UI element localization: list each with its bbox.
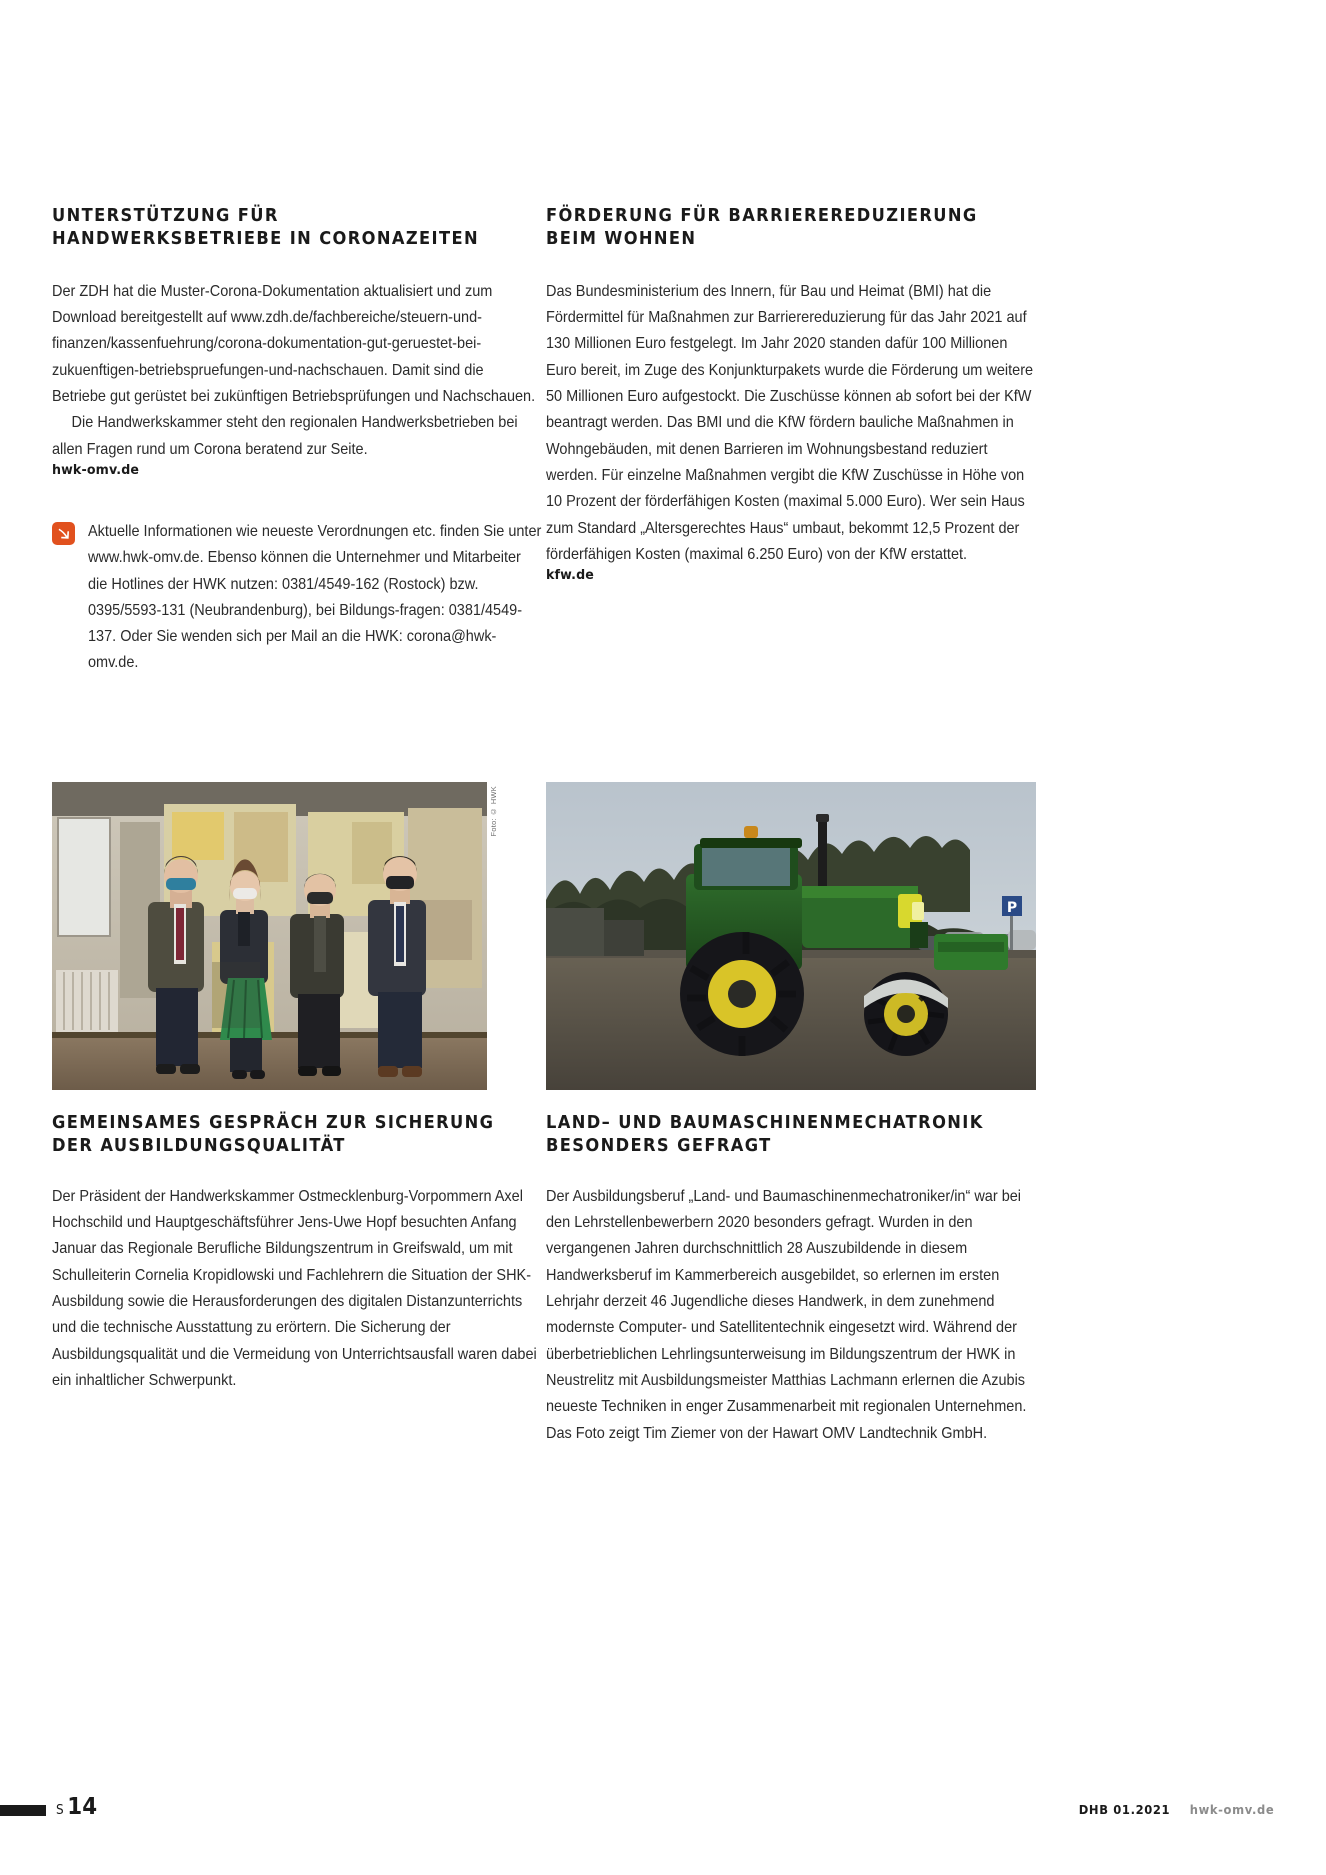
svg-text:P: P	[1006, 900, 1018, 916]
footer-accent-bar	[0, 1805, 46, 1816]
article-right-title: FÖRDERUNG FÜR BARRIEREREDUZIERUNG BEIM WOHNEN	[546, 206, 978, 250]
article-bottom-left-paragraph-1: Der Präsident der Handwerkskammer Ostmecklenburg-Vorpommern Axel Hochschild und Hauptgeschäftsführer Jens-Uwe Hopf besuchten Anfang Januar das Regionale Berufliche Bildungszentrum in Greifswald, um mit Schulleiterin Cornelia Kropidlowski und Fachlehrern die Situation der SHK-Ausbildung sowie die Herausforderungen des digitalen Distanzunterrichts und die technische Ausstattung zu erörtern. Die Sicherung der Ausbildungsqualität und die Vermeidung von Unterrichtsausfall waren dabei ein inhaltlicher Schwerpunkt.	[52, 1186, 537, 1389]
article-left-title: UNTERSTÜTZUNG FÜR HANDWERKSBETRIEBE IN CORONAZEITEN	[52, 206, 479, 250]
info-box	[52, 518, 542, 676]
arrow-down-right-icon	[52, 522, 75, 545]
photo-gespraech-bildungszentrum	[52, 782, 487, 1090]
footer-page-indicator	[56, 1794, 97, 1820]
footer-issue: DHB 01.2021	[1078, 1802, 1170, 1817]
article-bottom-right-title: LAND– UND BAUMASCHINENMECHATRONIK BESONDERS GEFRAGT	[546, 1113, 984, 1157]
article-left-paragraph-1: Der ZDH hat die Muster-Corona-Dokumentation aktualisiert und zum Download bereitgestellt auf www.zdh.de/fachbereiche/steuern-und-finanzen/kassenfuehrung/corona-dokumentation-gut-geruestet-bei-zukuenftigen-betriebspruefungen-und-nachschauen. Damit sind die Betriebe gut gerüstet bei zukünftigen Betriebsprüfungen und Nachschauen.	[52, 281, 536, 406]
article-baumaschinenmechatronik	[546, 1112, 1036, 1446]
article-ausbildungsqualitaet	[52, 1112, 542, 1393]
footer-page-mark: S	[56, 1803, 65, 1818]
photo-traktor	[546, 782, 1036, 1090]
article-unterstuetzung-corona	[52, 205, 542, 676]
footer-website[interactable]: hwk-omv.de	[1189, 1802, 1274, 1817]
article-left-paragraph-2: Die Handwerkskammer steht den regionalen Handwerksbetrieben bei allen Fragen rund um Corona beratend zur Seite.	[52, 413, 518, 458]
photo-credit-left: Foto: © HWK	[489, 786, 498, 837]
info-box-text: Aktuelle Informationen wie neueste Verordnungen etc. finden Sie unter www.hwk-omv.de. Ebenso können die Unternehmer und Mitarbeiter die Hotlines der HWK nutzen: 0381/4549-162 (Rostock) bzw. 0395/5593-131 (Neubrandenburg), bei Bildungs-fragen: 0381/4549-137. Oder Sie wenden sich per Mail an die HWK: corona@hwk-omv.de.	[88, 521, 542, 672]
footer-page-number: 14	[67, 1794, 98, 1820]
article-bottom-right-paragraph-1: Der Ausbildungsberuf „Land- und Baumaschinenmechatroniker/in“ war bei den Lehrstellenbewerbern 2020 besonders gefragt. Wurden in den vergangenen Jahren durchschnittlich 28 Auszubildende in diesem Handwerksberuf im Kammerbereich ausgebildet, so erlernen im ersten Lehrjahr derzeit 46 Jugendliche dieses Handwerk, in dem zunehmend modernste Computer- und Satellitentechnik eingesetzt wird. Während der überbetrieblichen Lehrlingsunterweisung im Bildungszentrum der HWK in Neustrelitz mit Ausbildungsmeister Matthias Lachmann erlernen die Azubis neueste Techniken in enger Zusammenarbeit mit regionalen Unternehmen. Das Foto zeigt Tim Ziemer von der Hawart OMV Landtechnik GmbH.	[546, 1186, 1027, 1442]
article-right-url-tag[interactable]: kfw.de	[546, 567, 594, 584]
article-bottom-left-title: GEMEINSAMES GESPRÄCH ZUR SICHERUNG DER AUSBILDUNGSQUALITÄT	[52, 1113, 495, 1157]
article-barrierereduzierung	[546, 205, 1036, 583]
article-right-paragraph-1: Das Bundesministerium des Innern, für Bau und Heimat (BMI) hat die Fördermittel für Maßnahmen zur Barrierereduzierung für das Jahr 2021 auf 130 Millionen Euro festgelegt. Im Jahr 2020 standen dafür 100 Millionen Euro bereit, im Zuge des Konjunkturpakets wurde die Förderung um weitere 50 Millionen Euro aufgestockt. Die Zuschüsse können ab sofort bei der KfW beantragt werden. Das BMI und die KfW fördern bauliche Maßnahmen in Wohngebäuden, mit denen Barrieren im Wohnungsbestand reduziert werden. Für einzelne Maßnahmen vergibt die KfW Zuschüsse in Höhe von 10 Prozent der förderfähigen Kosten (maximal 5.000 Euro). Wer sein Haus zum Standard „Altersgerechtes Haus“ umbaut, bekommt 12,5 Prozent der förderfähigen Kosten (maximal 6.250 Euro) von der KfW erstattet.	[546, 281, 1034, 563]
article-left-url-tag[interactable]: hwk-omv.de	[52, 461, 140, 478]
footer-meta	[1078, 1802, 1274, 1817]
